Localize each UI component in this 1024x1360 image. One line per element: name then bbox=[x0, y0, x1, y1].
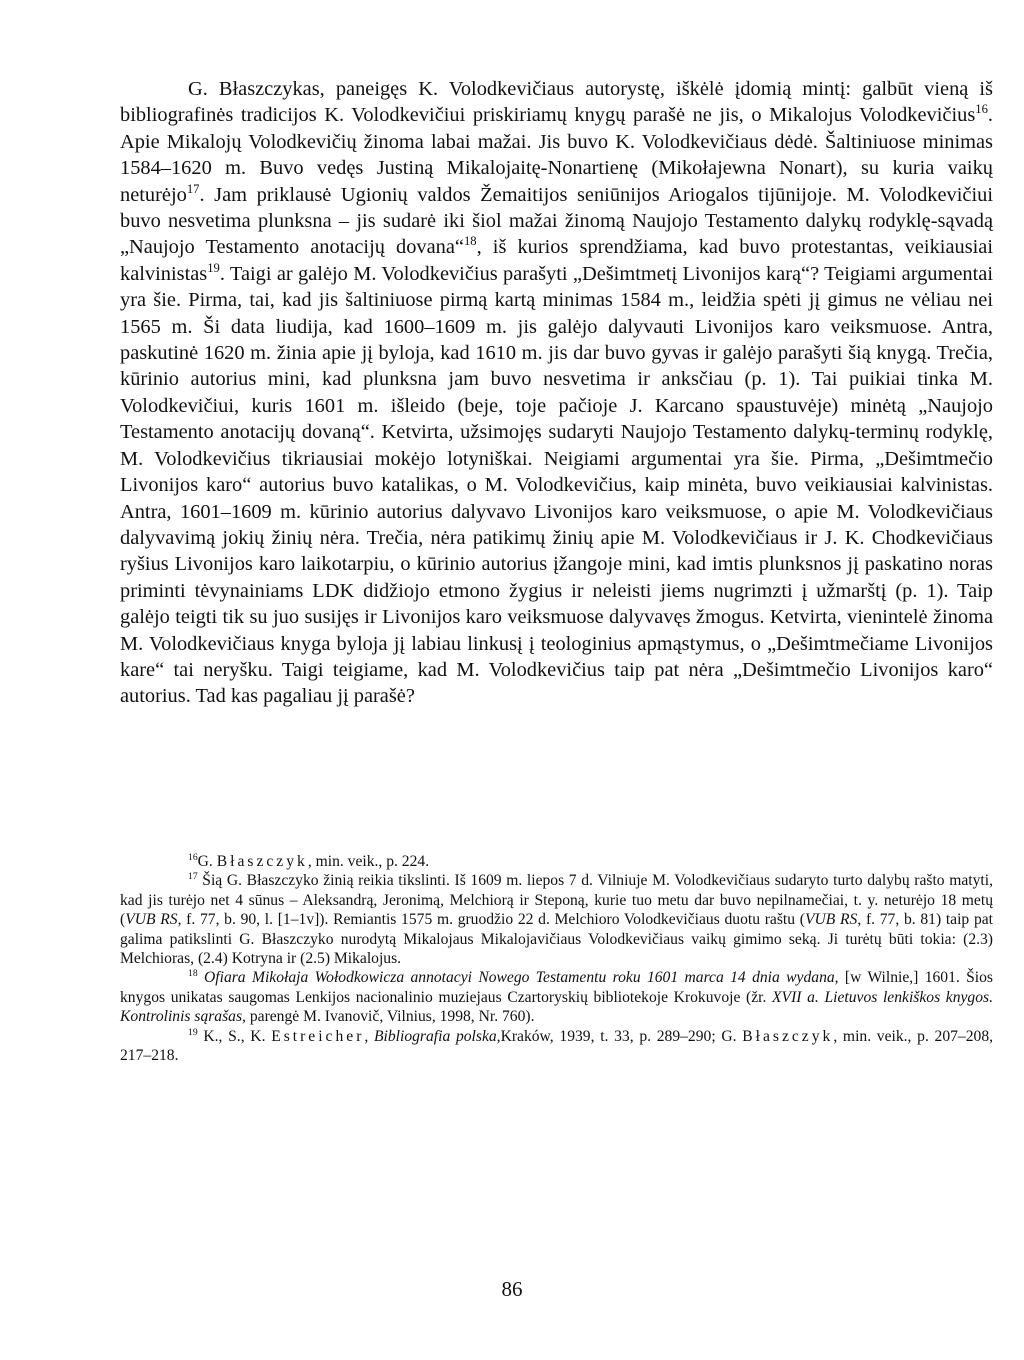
text-run: , f. 77, b. 81) taip pat galima patikslinti G. Błaszczyko nurodytą Mikalojaus Mikalojavičiaus Volodkevičiaus vaikų gimimo seką. Ji turėtų būti tokia: (2.3) Melchioras, (2.4) Kotryna ir (2.5) Mikalojus. bbox=[120, 911, 993, 968]
footnote-reference: 16 bbox=[975, 102, 988, 117]
body-paragraph bbox=[120, 76, 993, 710]
text-run: Kraków, 1939, t. 33, p. 289–290; G. bbox=[500, 1027, 743, 1045]
text-run: . Apie Mikalojų Volodkevičių žinoma labai mažai. Jis buvo K. Volodkevičiaus dėdė. Šaltiniuose minimas 1584–1620 m. Buvo vedęs Justiną Mikalojaitę-Nonartienę (Mikołajewna Nonart), su kuria vaikų neturėjo bbox=[120, 104, 993, 206]
text-run: , f. 77, b. 90, l. [1–1v]). Remiantis 1575 m. gruodžio 22 d. Melchioro Volodkevičiaus duotu raštu ( bbox=[177, 911, 805, 929]
text-run: K., S., K. bbox=[197, 1027, 272, 1045]
italic-text: VUB RS bbox=[804, 911, 858, 929]
text-run: Błaszczyk bbox=[216, 853, 308, 870]
text-run: , bbox=[364, 1027, 375, 1045]
footnote-reference: 17 bbox=[188, 871, 198, 883]
main-text bbox=[120, 76, 993, 710]
text-run: Estreicher bbox=[271, 1027, 365, 1045]
text-run: . Jam priklausė Ugionių valdos Žemaitijos seniūnijos Ariogalos tijūnijoje. M. Volodkevičiui buvo nesvetima plunksna – jis sudarė iki šiol mažai žinomą Naujojo Testamento dalykų rodyklę-sąvadą „Naujojo Testamento anotacijų dovana“ bbox=[120, 183, 993, 259]
italic-text: Ofiara Mikołaja Wołodkowicza annotacyi Nowego Testamentu roku 1601 marca 14 dnia wydana, bbox=[204, 969, 839, 987]
text-run: , iš kurios sprendžiama, kad buvo protestantas, veikiausiai kalvinistas bbox=[120, 236, 994, 285]
footnote bbox=[120, 968, 993, 1026]
footnote-reference: 18 bbox=[188, 968, 198, 980]
footnote-reference: 19 bbox=[207, 261, 220, 276]
text-run: , min. veik., p. 224. bbox=[307, 853, 430, 870]
footnote-reference: 16 bbox=[188, 851, 198, 863]
footnote-reference: 17 bbox=[186, 181, 200, 196]
text-run: G. Błaszczykas, paneigęs K. Volodkevičiaus autorystę, iškėlė įdomią mintį: galbūt vieną iš bibliografinės tradicijos K. Volodkevičiui priskiriamų knygų parašė ne jis, o Mikalojus Volodkevičius bbox=[120, 78, 993, 127]
text-run: Šią G. Błaszczyko žinią reikia tikslinti. Iš 1609 m. liepos 7 d. Vilniuje M. Volodkevičiaus sudaryto turto dalybų rašto matyti, kad jis turėjo net 4 sūnus – Aleksandrą, Jeronimą, Melchiorą ir Steponą, kurie tuo metu dar buvo nepilnamečiai, t. y. neturėjo 18 metų ( bbox=[120, 872, 993, 929]
text-run: parengė M. Ivanovič, Vilnius, 1998, Nr. 760). bbox=[245, 1008, 535, 1026]
footnote-reference: 19 bbox=[188, 1026, 198, 1038]
text-run: Błaszczyk bbox=[742, 1027, 834, 1045]
italic-text: Bibliografia polska, bbox=[374, 1027, 501, 1045]
page-number: 86 bbox=[501, 1277, 523, 1301]
text-run: . Taigi ar galėjo M. Volodkevičius parašyti „Dešimtmetį Livonijos karą“? Teigiami argumentai yra šie. Pirma, tai, kad jis šaltiniuose pirmą kartą minimas 1584 m., leidžia spėti jį gimus ne vėliau nei 1565 m. Ši data liudija, kad 1600–1609 m. jis galėjo dalyvauti Livonijos karo veiksmuose. Antra, paskutinė 1620 m. žinia apie jį byloja, kad 1610 m. jis dar buvo gyvas ir galėjo parašyti šią knygą. Trečia, kūrinio autorius mini, kad plunksna jam buvo nesvetima ir anksčiau (p. 1). Tai puikiai tinka M. Volodkevičiui, kuris 1601 m. išleido (beje, toje pačioje J. Karcano spaustuvėje) minėtą „Naujojo Testamento anotacijų dovaną“. Ketvirta, užsimojęs sudaryti Naujojo Testamento dalykų-terminų rodyklę, M. Volodkevičius tikriausiai mokėjo lotyniškai. Neigiami argumentai yra šie. Pirma, „Dešimtmečio Livonijos karo“ autorius buvo katalikas, o M. Volodkevičius, kaip minėta, buvo veikiausiai kalvinistas. Antra, 1601–1609 m. kūrinio autorius dalyvavo Livonijos karo veiksmuose, o apie M. Volodkevičiaus dalyvavimą jokių žinių nėra. Trečia, nėra patikimų žinių apie M. Volodkevičiaus ir J. K. Chodkevičiaus ryšius Livonijos karo laikotarpiu, o kūrinio autorius įžangoje mini, kad imtis plunksnos jį paskatino noras priminti tėvynainiams LDK didžiojo etmono žygius ir neleisti jiems nugrimzti į užmarštį (p. 1). Taip galėjo teigti tik su juo susijęs ir Livonijos karo veiksmuose dalyvavęs žmogus. Ketvirta, vienintelė žinoma M. Volodkevičiaus knyga bylojа jį labiau linkusį į teologinius apmąstymus, o „Dešimtmečiame Livonijos kare“ tai neryšku. Taigi teigiame, kad M. Volodkevičius taip pat nėra „Dešimtmečio Livonijos karo“ autorius. Tad kas pagaliau jį parašė? bbox=[120, 262, 993, 708]
footnote-reference: 18 bbox=[463, 234, 477, 249]
footnote bbox=[120, 852, 993, 871]
footnote bbox=[120, 871, 993, 968]
italic-text: XVII a. Lietuvos lenkiškos knygos. Kontrolinis sąrašas, bbox=[120, 988, 993, 1026]
italic-text: VUB RS bbox=[125, 911, 178, 929]
footnote bbox=[120, 1027, 993, 1066]
text-run: [w Wilnie,] 1601. Šios knygos unikatas saugomas Lenkijos nacionalinio muziejaus Czartoryskių bibliotekoje Krokuvoje (žr. bbox=[120, 969, 994, 1006]
text-run: G. bbox=[197, 853, 217, 870]
footnotes-section bbox=[120, 852, 993, 1065]
text-run: , min. veik., p. 207–208, 217–218. bbox=[120, 1027, 994, 1065]
